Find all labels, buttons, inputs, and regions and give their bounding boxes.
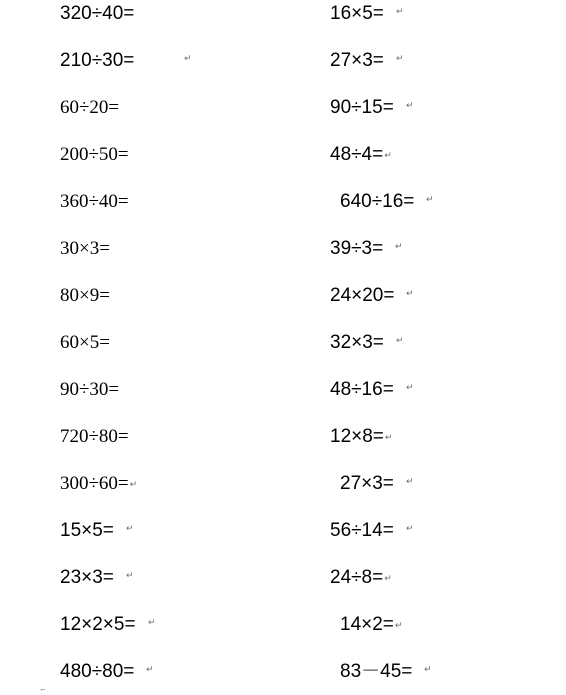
exercise-text: 16×5=: [330, 3, 384, 24]
exercise-text: 48÷4=: [330, 144, 384, 165]
exercise-row: [0, 566, 566, 590]
left-exercise: [60, 613, 136, 637]
right-exercise: [330, 331, 384, 355]
left-exercise: [60, 425, 129, 449]
paragraph-mark-icon: ↵: [148, 618, 156, 628]
paragraph-mark-icon: ↵: [406, 289, 414, 299]
exercise-row: [0, 2, 566, 26]
exercise-text: 360÷40=: [60, 191, 129, 212]
left-exercise: [60, 378, 119, 402]
exercise-row: [0, 96, 566, 120]
exercise-text: 640÷16=: [340, 191, 415, 212]
left-exercise: [60, 519, 114, 543]
exercise-text: 27×3=: [330, 50, 384, 71]
paragraph-mark-icon: ↵: [384, 574, 392, 584]
exercise-row: [0, 284, 566, 308]
paragraph-mark-icon: ↵: [406, 477, 414, 487]
exercise-row: [0, 143, 566, 167]
page-corner-mark: ⌐: [40, 686, 46, 694]
exercise-text: 32×3=: [330, 332, 384, 353]
exercise-text: 210÷30=: [60, 50, 135, 71]
exercise-row: [0, 660, 566, 684]
left-exercise: [60, 143, 129, 167]
paragraph-mark-icon: ↵: [426, 195, 434, 205]
exercise-text: 24×20=: [330, 285, 395, 306]
exercise-row: [0, 472, 566, 496]
paragraph-mark-icon: ↵: [384, 433, 393, 443]
right-exercise: [330, 284, 394, 308]
exercise-text: 23×3=: [60, 567, 114, 588]
exercise-row: [0, 378, 566, 402]
exercise-text: 83－45=: [340, 661, 413, 682]
exercise-text: 720÷80=: [60, 426, 129, 447]
right-exercise: [330, 425, 392, 449]
exercise-text: 30×3=: [60, 238, 110, 259]
left-exercise: [60, 331, 110, 355]
paragraph-mark-icon: ↵: [384, 151, 392, 161]
paragraph-mark-icon: ↵: [396, 7, 404, 17]
exercise-text: 200÷50=: [60, 144, 129, 165]
paragraph-mark-icon: ↵: [126, 571, 134, 581]
right-exercise: [340, 613, 402, 637]
exercise-text: 90÷15=: [330, 97, 394, 118]
exercise-text: 300÷60=: [60, 473, 129, 494]
exercise-text: 48÷16=: [330, 379, 394, 400]
right-exercise: [330, 237, 383, 261]
exercise-row: [0, 49, 566, 73]
left-exercise: [60, 660, 134, 684]
left-exercise: [60, 96, 119, 120]
paragraph-mark-icon: ↵: [146, 665, 154, 675]
exercise-text: 80×9=: [60, 285, 110, 306]
exercise-text: 39÷3=: [330, 238, 384, 259]
exercise-text: 12×2×5=: [60, 614, 136, 635]
paragraph-mark-icon: ↵: [406, 383, 414, 393]
left-exercise: [60, 566, 114, 590]
right-exercise: [340, 660, 412, 684]
paragraph-mark-icon: ↵: [129, 480, 138, 490]
exercise-row: [0, 237, 566, 261]
paragraph-mark-icon: ↵: [424, 665, 432, 675]
right-exercise: [330, 96, 394, 120]
right-exercise: [330, 143, 392, 167]
right-exercise: [330, 2, 384, 26]
right-exercise: [340, 190, 414, 214]
exercise-text: 60×5=: [60, 332, 110, 353]
paragraph-mark-icon: ↵: [396, 54, 404, 64]
left-exercise: [60, 472, 137, 496]
exercise-text: 24÷8=: [330, 567, 384, 588]
right-exercise: [330, 566, 392, 590]
left-exercise: [60, 49, 134, 73]
paragraph-mark-icon: ↵: [406, 101, 414, 111]
exercise-row: [0, 190, 566, 214]
right-exercise: [330, 49, 384, 73]
paragraph-mark-icon: ↵: [126, 524, 134, 534]
right-exercise: [330, 519, 394, 543]
exercise-text: 480÷80=: [60, 661, 135, 682]
exercise-row: [0, 425, 566, 449]
paragraph-mark-icon: ↵: [394, 621, 403, 631]
exercise-row: [0, 331, 566, 355]
left-exercise: [60, 2, 134, 26]
exercise-text: 90÷30=: [60, 379, 120, 400]
exercise-text: 56÷14=: [330, 520, 394, 541]
paragraph-mark-icon: ↵: [396, 336, 404, 346]
exercise-text: 320÷40=: [60, 3, 135, 24]
exercise-row: [0, 519, 566, 543]
right-exercise: [340, 472, 394, 496]
exercise-text: 14×2=: [340, 614, 394, 635]
left-exercise: [60, 284, 110, 308]
exercise-row: [0, 613, 566, 637]
paragraph-mark-icon: ↵: [184, 54, 192, 64]
exercise-text: 27×3=: [340, 473, 394, 494]
paragraph-mark-icon: ↵: [395, 242, 403, 252]
exercise-text: 12×8=: [330, 426, 384, 447]
left-exercise: [60, 190, 129, 214]
left-exercise: [60, 237, 110, 261]
paragraph-mark-icon: ↵: [406, 524, 414, 534]
exercise-text: 60÷20=: [60, 97, 120, 118]
right-exercise: [330, 378, 394, 402]
exercise-text: 15×5=: [60, 520, 114, 541]
